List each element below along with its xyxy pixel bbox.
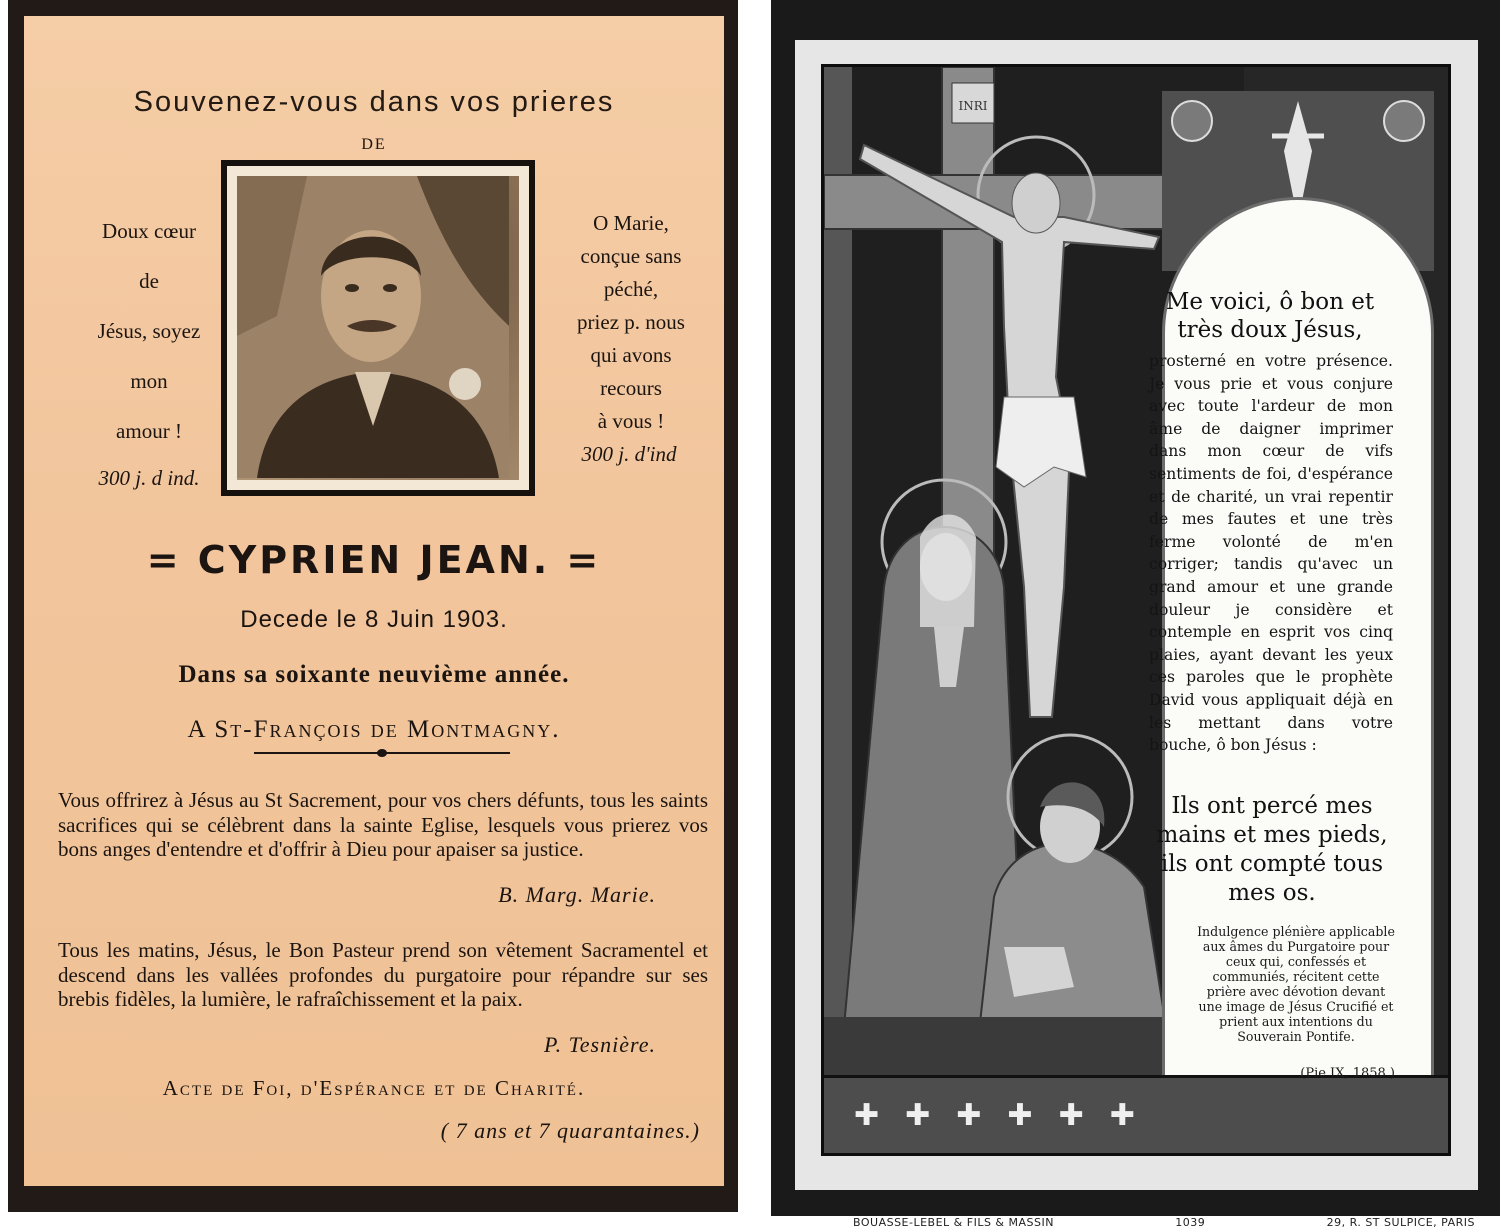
right-prayer-line: péché, <box>603 277 659 301</box>
place-line: A St-François de Montmagny. <box>187 716 561 743</box>
card-header: Souvenez-vous dans vos prieres <box>133 86 615 118</box>
citation: (Pie IX, 1858.) <box>1300 1066 1395 1081</box>
inri-sign: INRI <box>958 99 988 113</box>
right-prayer-line: conçue sans <box>580 244 682 268</box>
memorial-card-paper <box>24 16 724 1186</box>
left-prayer-line: amour ! <box>116 419 182 443</box>
cross-ornament-icon: ✚ <box>854 1098 880 1132</box>
left-prayer-line: mon <box>130 369 168 393</box>
publisher-line <box>853 1216 1475 1229</box>
prayer-body: prosterné en votre présence. Je vous prie et vous conjure avec toute l'ardeur de mon âme de daigner imprimer dans mon cœur de vifs sentiments de foi, d'espérance et de charité, un vrai repentir de mes fautes et une très ferme volonté de m'en corriger; tandis qu'avec un grand amour et une grande douleur je considère et contemple en esprit vos cinq plaies, ayant devant les yeux ces paroles que le prophète David vous appliquait déjà en les mettant dans votre bouche, ô bon Jésus : <box>1149 352 1393 755</box>
publisher-address: 29, R. ST SULPICE, PARIS <box>1326 1216 1475 1229</box>
left-prayer-line: Jésus, soyez <box>97 319 201 343</box>
right-prayer-line: priez p. nous <box>577 310 685 334</box>
indulgence-duration: ( 7 ans et 7 quarantaines.) <box>440 1118 700 1143</box>
prayer-title: Me voici, ô bon et très doux Jésus, <box>1165 289 1375 343</box>
right-prayer-line: O Marie, <box>593 211 669 235</box>
holy-card-paper <box>795 40 1478 1229</box>
cross-ornament-icon: ✚ <box>1007 1098 1033 1132</box>
ornamental-strip <box>824 1075 1448 1153</box>
plate-number: 1039 <box>1175 1216 1206 1229</box>
portrait-frame <box>221 160 535 496</box>
publisher-name: BOUASSE-LEBEL & FILS & MASSIN <box>853 1216 1054 1229</box>
holy-card <box>771 0 1500 1229</box>
devotion-paragraph: Tous les matins, Jésus, le Bon Pasteur prend son vêtement Sacramentel et descend dans les vallées profondes du purgatoire pour répandre sur ses brebis fidèles, la lumière, le rafraîchissement et la paix. <box>58 938 708 1011</box>
devotion-paragraph: Vous offrirez à Jésus au St Sacrement, pour vos chers défunts, tous les saints sacrifices qui se célèbrent dans la sainte Eglise, lesquels vous prierez vos bons anges d'entendre et d'offrir à Dieu pour apaiser sa justice. <box>58 788 708 861</box>
age-line: Dans sa soixante neuvième année. <box>178 661 570 688</box>
portrait-mat <box>227 166 529 490</box>
portrait-photo <box>237 176 519 480</box>
indulgence-note: Indulgence plénière applicable aux âmes du Purgatoire pour ceux qui, confessés et communiés, récitent cette prière avec dévotion devant une image de Jésus Crucifié et prient aux intentions du Souverain Pontife. <box>1197 924 1395 1044</box>
right-prayer-line: recours <box>600 376 662 400</box>
left-prayer-line: Doux cœur <box>102 219 196 243</box>
divider-ornament <box>377 749 387 757</box>
left-indulgence: 300 j. d ind. <box>98 466 200 490</box>
paragraph-signature: B. Marg. Marie. <box>498 882 656 907</box>
right-indulgence: 300 j. d'ind <box>581 442 677 466</box>
card-header-de: DE <box>361 136 387 153</box>
acte-line: Acte de Foi, d'Espérance et de Charité. <box>162 1076 586 1100</box>
right-prayer-line: à vous ! <box>597 409 665 433</box>
right-prayer-line: qui avons <box>590 343 672 367</box>
deceased-name: = CYPRIEN JEAN. = <box>146 538 602 582</box>
cross-ornament-icon: ✚ <box>905 1098 931 1132</box>
left-prayer <box>54 206 244 456</box>
death-date: Decede le 8 Juin 1903. <box>240 606 508 633</box>
right-prayer <box>536 207 726 438</box>
psalm-quote: Ils ont percé mes mains et mes pieds, ils ont compté tous mes os. <box>1156 793 1388 906</box>
portrait-figure <box>237 176 509 478</box>
cross-ornament-icon: ✚ <box>956 1098 982 1132</box>
cross-ornament-icon: ✚ <box>1109 1098 1135 1132</box>
left-prayer-line: de <box>139 269 159 293</box>
memorial-card <box>8 0 738 1212</box>
cross-ornament-icon: ✚ <box>1058 1098 1084 1132</box>
paragraph-signature: P. Tesnière. <box>543 1032 656 1057</box>
